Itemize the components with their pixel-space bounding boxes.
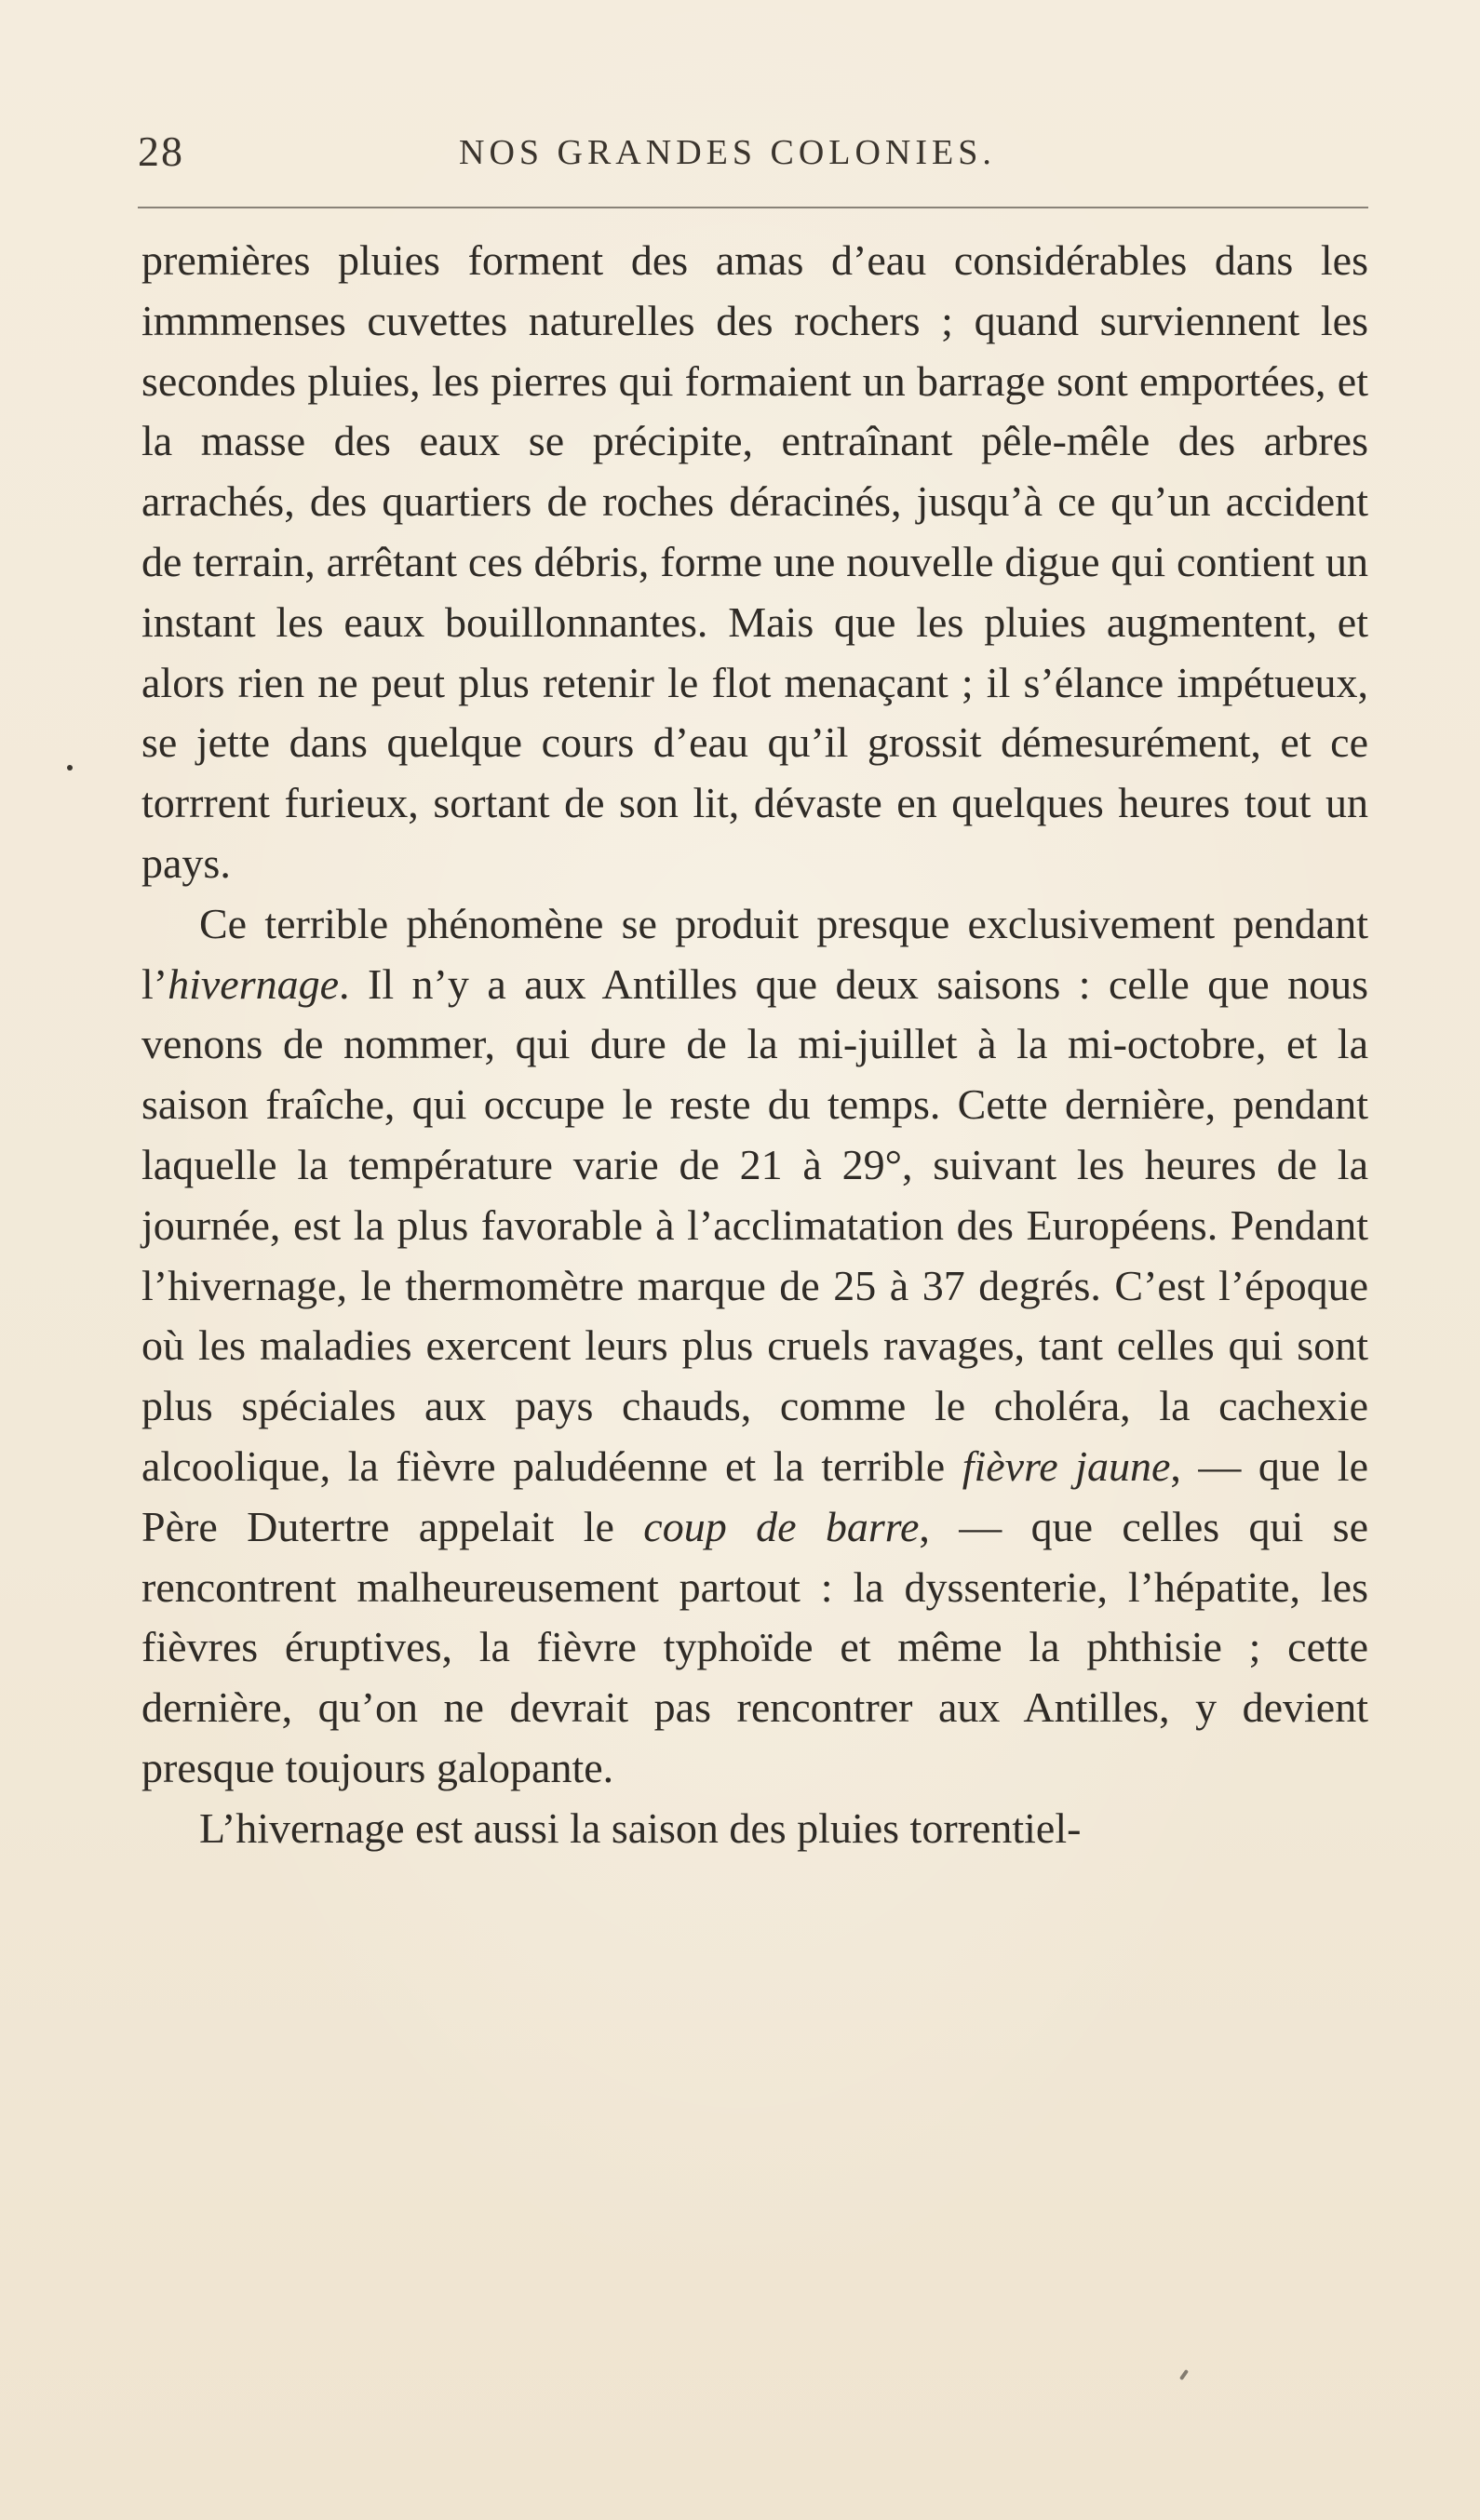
running-title: NOS GRANDES COLONIES. [459,133,996,172]
body-text [141,231,1368,1859]
paragraph-2-text-a: Ce terrible phénomène se produit presque exclusivement pendant l’ [141,899,1368,1008]
paragraph-3 [141,1799,1368,1859]
italic-term-fievre-jaune: fièvre jaune [962,1441,1171,1490]
paragraph-1-text: premières pluies forment des amas d’eau considérables dans les immmenses cuvettes naturelles des rochers ; quand surviennent les secondes pluies, les pierres qui formaient un barrage sont emportées, et la masse des eaux se précipite, entraînant pêle-mêle des arbres arrachés, des quartiers de roches déracinés, jusqu’à ce qu’un accident de terrain, arrêtant ces débris, forme une nouvelle digue qui contient un instant les eaux bouillonnantes. Mais que les pluies augmentent, et alors rien ne peut plus retenir le flot menaçant ; il s’élance impétueux, se jette dans quelque cours d’eau qu’il grossit démesurément, et ce torrrent furieux, sortant de son lit, dévaste en quelques heures tout un pays. [141,236,1368,887]
margin-speck [1179,2369,1189,2380]
paragraph-2-text-c: , — que le Père Dutertre appelait le [141,1441,1368,1550]
paragraph-2-text-d: , — que celles qui se rencontrent malheureusement partout : la dyssenterie, l’hépatite, les fièvres éruptives, la fièvre typhoïde et même la phthisie ; cette dernière, qu’on ne devrait pas rencontrer aux Antilles, y devient presque toujours galopante. [141,1502,1368,1791]
margin-speck [67,765,73,771]
page-header [138,127,1368,182]
italic-term-hivernage: hivernage [168,959,340,1008]
paragraph-2-text-b: . Il n’y a aux Antilles que deux saisons : celle que nous venons de nommer, qui dure de la mi-juillet à la mi-octobre, et la saison fraîche, qui occupe le reste du temps. Cette dernière, pendant laquelle la température varie de 21 à 29°, suivant les heures de la journée, est la plus favorable à l’acclimatation des Européens. Pendant l’hivernage, le thermomètre marque de 25 à 37 degrés. C’est l’époque où les maladies exercent leurs plus cruels ravages, tant celles qui sont plus spéciales aux pays chauds, comme le choléra, la cachexie alcoolique, la fièvre paludéenne et la terrible [141,959,1368,1490]
paragraph-3-text: L’hivernage est aussi la saison des pluies torrentiel- [199,1803,1082,1852]
paragraph-1 [141,231,1368,894]
italic-term-coup-de-barre: coup de barre [643,1502,920,1550]
page-number: 28 [138,127,184,175]
header-rule [138,207,1368,208]
paragraph-2 [141,894,1368,1799]
